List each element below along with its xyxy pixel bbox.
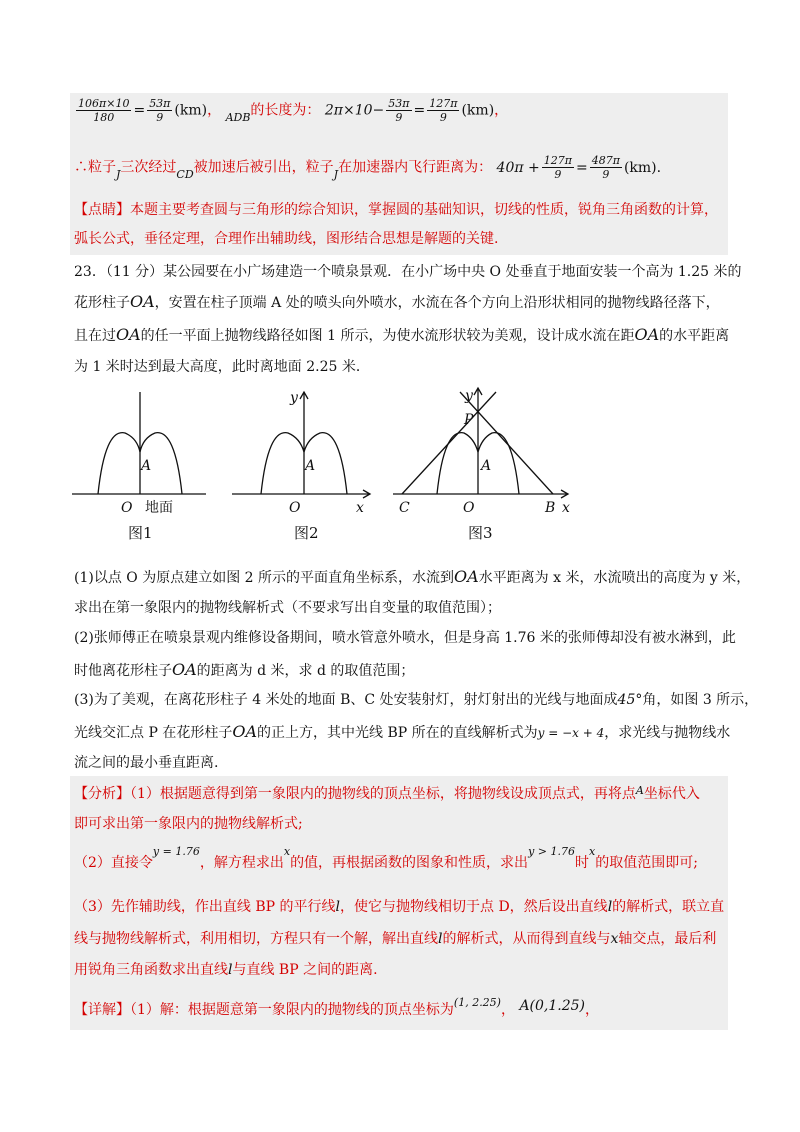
- point-a-label: A: [481, 458, 492, 474]
- figure-1-caption: 图1: [128, 524, 153, 542]
- analysis-line-6: 用锐角三角函数求出直线l与直线 BP 之间的距离.: [74, 962, 378, 978]
- figure-2-caption: 图2: [294, 524, 319, 542]
- fraction: $\frac{53\pi}{9}$: [388, 97, 410, 124]
- problem-line-3: 且在过OA的任一平面上抛物线路径如图 1 所示，为使水流形状较为美观，设计成水流在距OA的水平距离: [74, 325, 730, 344]
- figure-1: [72, 392, 206, 542]
- problem-line-2: 花形柱子OA，安置在柱子顶端 A 处的喷头向外喷水，水流在各个方向上沿形状相同的抛物线路径落下，: [74, 292, 720, 311]
- figures: [0, 380, 800, 550]
- x-axis-label: x: [356, 500, 364, 516]
- comment-line-1: 【点睛】本题主要考查圆与三角形的综合知识，掌握圆的基础知识，切线的性质，锐角三角函数的计算，: [74, 202, 718, 218]
- point-p-label: P: [464, 412, 474, 428]
- y-axis-label: y: [290, 390, 298, 406]
- y-axis-label: y: [465, 388, 473, 404]
- origin-label: O: [289, 500, 301, 516]
- problem-line-1: 23．（11 分）某公园要在小广场建造一个喷泉景观．在小广场中央 O 处垂直于地面安装一个高为 1.25 米的: [74, 264, 742, 280]
- comment-line-2: 弧长公式，垂径定理，合理作出辅助线，图形结合思想是解题的关键.: [74, 231, 499, 247]
- analysis-line-4: （3）先作辅助线，作出直线 BP 的平行线l，使它与抛物线相切于点 D，然后设出直线l的解析式，联立直: [74, 899, 725, 915]
- analysis-line-5: 线与抛物线解析式，利用相切，方程只有一个解，解出直线l的解析式，从而得到直线与x轴交点，最后利: [74, 931, 717, 947]
- question-3-line-1: (3)为了美观，在离花形柱子 4 米处的地面 B、C 处安装射灯，射灯射出的光线与地面成45°角，如图 3 所示，: [74, 692, 759, 708]
- figure-2: [232, 390, 370, 542]
- fraction: $\frac{53\pi}{9}$: [149, 97, 171, 124]
- point-b-label: B: [545, 500, 556, 516]
- origin-label: O: [121, 500, 133, 516]
- question-1-line-1: (1)以点 O 为原点建立如图 2 所示的平面直角坐标系，水流到OA水平距离为 x 米，水流喷出的高度为 y 米，: [74, 567, 751, 586]
- fraction: $\frac{106\pi\times 10}{180}$: [78, 97, 130, 124]
- question-3-line-2: 光线交汇点 P 在花形柱子OA的正上方，其中光线 BP 所在的直线解析式为y = −x + 4，求光线与抛物线水: [74, 722, 731, 741]
- solution-line-2: ∴粒子$_J$三次经过$_{CD}$被加速后被引出，粒子$_J$在加速器内飞行距离为： 40π + $\frac{127\pi}{9}$ = $\frac{487\pi}{9}$ (km).: [74, 154, 662, 181]
- analysis-line-1: 【分析】（1）根据题意得到第一象限内的抛物线的顶点坐标，将抛物线设成顶点式，再将点$^A$坐标代入: [74, 784, 700, 802]
- problem-line-4: 为 1 米时达到最大高度，此时离地面 2.25 米．: [74, 359, 370, 375]
- analysis-line-2: 即可求出第一象限内的抛物线解析式;: [74, 816, 303, 832]
- ground-label: 地面: [145, 500, 173, 516]
- arc-label: ADB: [225, 110, 251, 124]
- point-a-label: A: [305, 458, 316, 474]
- question-1-line-2: 求出在第一象限内的抛物线解析式（不要求写出自变量的取值范围）；: [74, 600, 501, 616]
- fraction: $\frac{127\pi}{9}$: [429, 97, 458, 124]
- solution-line-1: $\frac{106\pi\times 10}{180}$ = $\frac{53\pi}{9}$ (km)， $_{ADB}$的长度为： 2π×10− $\frac{53\pi}{9}$ = $\frac{127\pi}{9}$ (km)，: [78, 97, 509, 124]
- detail-line-1: 【详解】（1）解：根据题意第一象限内的抛物线的顶点坐标为$^{(1, 2.25)}$， A(0,1.25)，: [74, 996, 600, 1018]
- analysis-line-3: （2）直接令$^{y = 1.76}$，解方程求出$^x$的值，再根据函数的图象和性质，求出$^{y > 1.76}$时$^x$的取值范围即可;: [74, 845, 698, 871]
- origin-label: O: [463, 500, 475, 516]
- point-a-label: A: [141, 458, 152, 474]
- question-2-line-2: 时他离花形柱子OA的距离为 d 米，求 d 的取值范围；: [74, 660, 415, 679]
- figure-3-caption: 图3: [468, 524, 493, 542]
- figure-3: [393, 388, 570, 542]
- question-3-line-3: 流之间的最小垂直距离.: [74, 755, 219, 771]
- x-axis-label: x: [562, 500, 570, 516]
- question-2-line-1: (2)张师傅正在喷泉景观内维修设备期间，喷水管意外喷水，但是身高 1.76 米的张师傅却没有被水淋到，此: [74, 630, 736, 646]
- point-c-label: C: [399, 500, 410, 516]
